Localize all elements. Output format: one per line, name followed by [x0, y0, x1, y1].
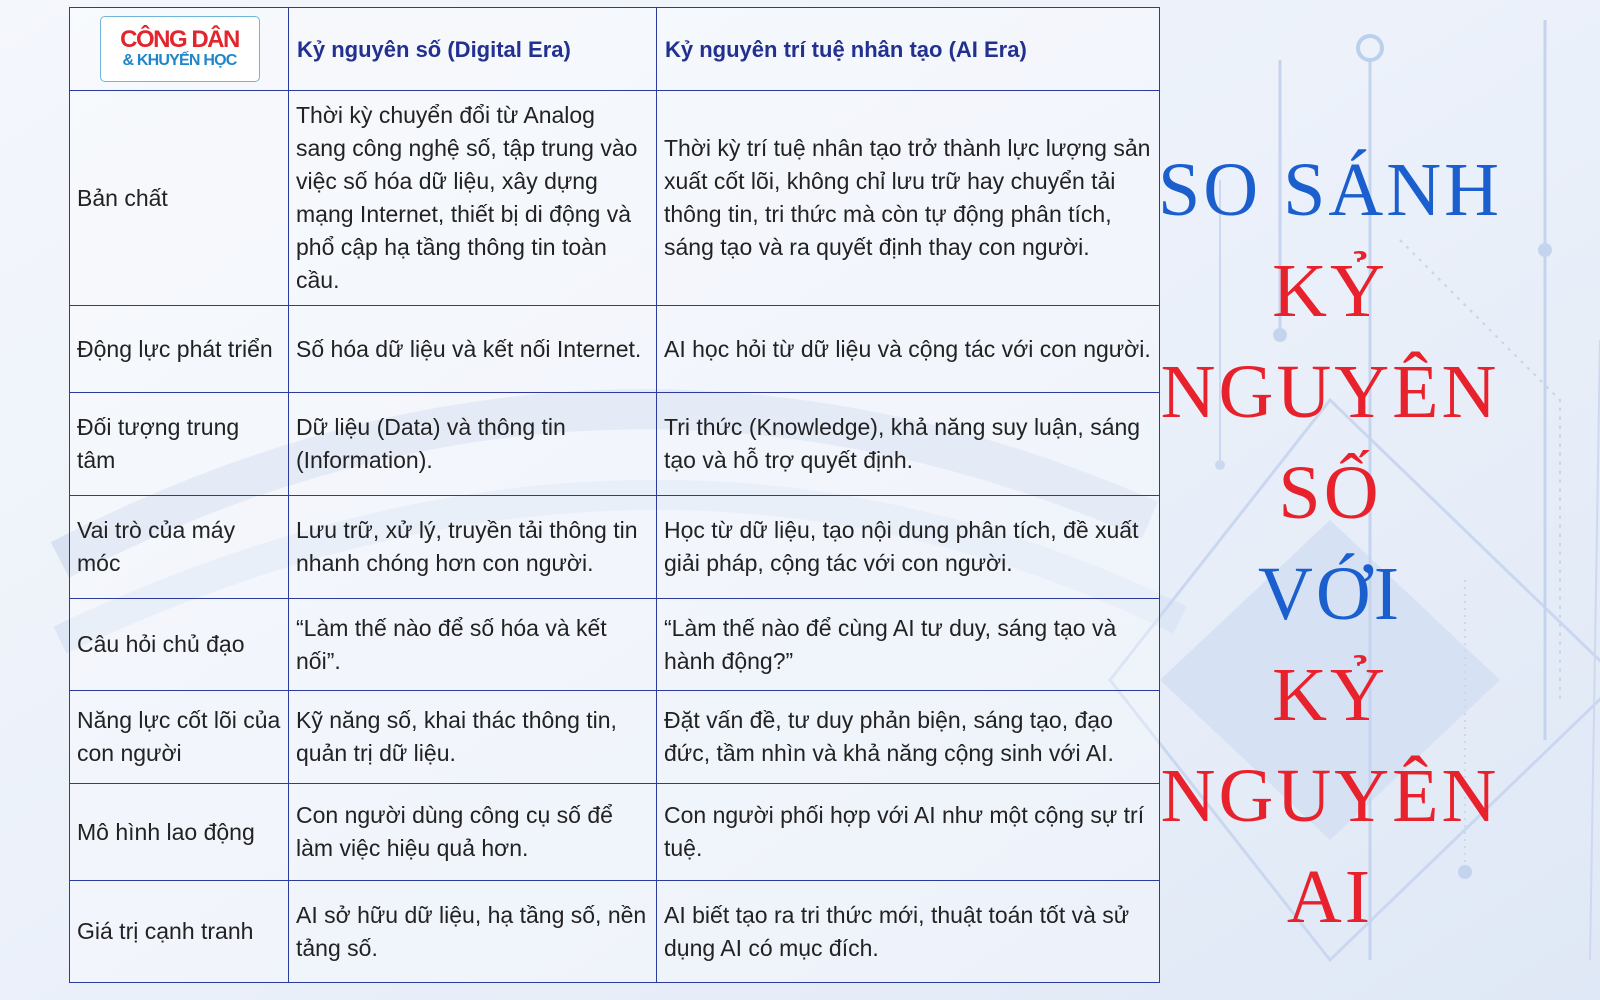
table-row [70, 881, 1160, 983]
row-ai-cell: Con người phối hợp với AI như một cộng sự trí tuệ. [657, 784, 1160, 881]
row-ai-cell: AI học hỏi từ dữ liệu và cộng tác với con người. [657, 306, 1160, 393]
header-ai-era: Kỷ nguyên trí tuệ nhân tạo (AI Era) [657, 8, 1160, 91]
row-criterion: Mô hình lao động [70, 784, 289, 881]
headline-line-nguyen-1: NGUYÊN [1160, 350, 1500, 434]
logo-cell [70, 8, 289, 91]
table-row [70, 393, 1160, 496]
row-digital-cell: Con người dùng công cụ số để làm việc hiệu quả hơn. [289, 784, 657, 881]
table-row [70, 496, 1160, 599]
row-criterion: Bản chất [70, 91, 289, 306]
table-row [70, 599, 1160, 691]
headline-line-nguyen-2: NGUYÊN [1160, 754, 1500, 838]
row-ai-cell: AI biết tạo ra tri thức mới, thuật toán tốt và sử dụng AI có mục đích. [657, 881, 1160, 983]
row-criterion: Câu hỏi chủ đạo [70, 599, 289, 691]
row-criterion: Đối tượng trung tâm [70, 393, 289, 496]
table-row [70, 91, 1160, 306]
row-criterion: Giá trị cạnh tranh [70, 881, 289, 983]
table-row [70, 691, 1160, 784]
headline [1130, 140, 1530, 948]
header-digital-era: Kỷ nguyên số (Digital Era) [289, 8, 657, 91]
row-digital-cell: Kỹ năng số, khai thác thông tin, quản trị dữ liệu. [289, 691, 657, 784]
logo-text-bottom: & KHUYẾN HỌC [122, 52, 237, 69]
headline-line-with: VỚI [1257, 552, 1403, 636]
comparison-table [69, 7, 1160, 983]
row-digital-cell: Lưu trữ, xử lý, truyền tải thông tin nhanh chóng hơn con người. [289, 496, 657, 599]
row-digital-cell: Dữ liệu (Data) và thông tin (Information). [289, 393, 657, 496]
row-ai-cell: Học từ dữ liệu, tạo nội dung phân tích, đề xuất giải pháp, cộng tác với con người. [657, 496, 1160, 599]
headline-line-era-2: KỶ [1272, 653, 1388, 737]
row-criterion: Vai trò của máy móc [70, 496, 289, 599]
row-digital-cell: Số hóa dữ liệu và kết nối Internet. [289, 306, 657, 393]
row-digital-cell: “Làm thế nào để số hóa và kết nối”. [289, 599, 657, 691]
table-row [70, 784, 1160, 881]
table-row [70, 306, 1160, 393]
headline-line-digital: SỐ [1278, 451, 1382, 535]
logo-text-top: CÔNG DÂN [120, 26, 239, 53]
headline-line-compare: SO SÁNH [1157, 148, 1503, 232]
row-criterion: Động lực phát triển [70, 306, 289, 393]
row-ai-cell: Đặt vấn đề, tư duy phản biện, sáng tạo, đạo đức, tầm nhìn và khả năng cộng sinh với AI. [657, 691, 1160, 784]
brand-logo [100, 16, 260, 82]
row-digital-cell: Thời kỳ chuyển đổi từ Analog sang công nghệ số, tập trung vào việc số hóa dữ liệu, xây dựng mạng Internet, thiết bị di động và phổ cập hạ tầng thông tin toàn cầu. [289, 91, 657, 306]
table-header-row [70, 8, 1160, 91]
row-ai-cell: Thời kỳ trí tuệ nhân tạo trở thành lực lượng sản xuất cốt lõi, không chỉ lưu trữ hay chuyển tải thông tin, tri thức mà còn tự động phân tích, sáng tạo và ra quyết định thay con người. [657, 91, 1160, 306]
headline-line-ai: AI [1286, 855, 1374, 939]
headline-line-era-1: KỶ [1272, 249, 1388, 333]
row-criterion: Năng lực cốt lõi của con người [70, 691, 289, 784]
row-ai-cell: “Làm thế nào để cùng AI tư duy, sáng tạo và hành động?” [657, 599, 1160, 691]
row-digital-cell: AI sở hữu dữ liệu, hạ tầng số, nền tảng số. [289, 881, 657, 983]
row-ai-cell: Tri thức (Knowledge), khả năng suy luận, sáng tạo và hỗ trợ quyết định. [657, 393, 1160, 496]
